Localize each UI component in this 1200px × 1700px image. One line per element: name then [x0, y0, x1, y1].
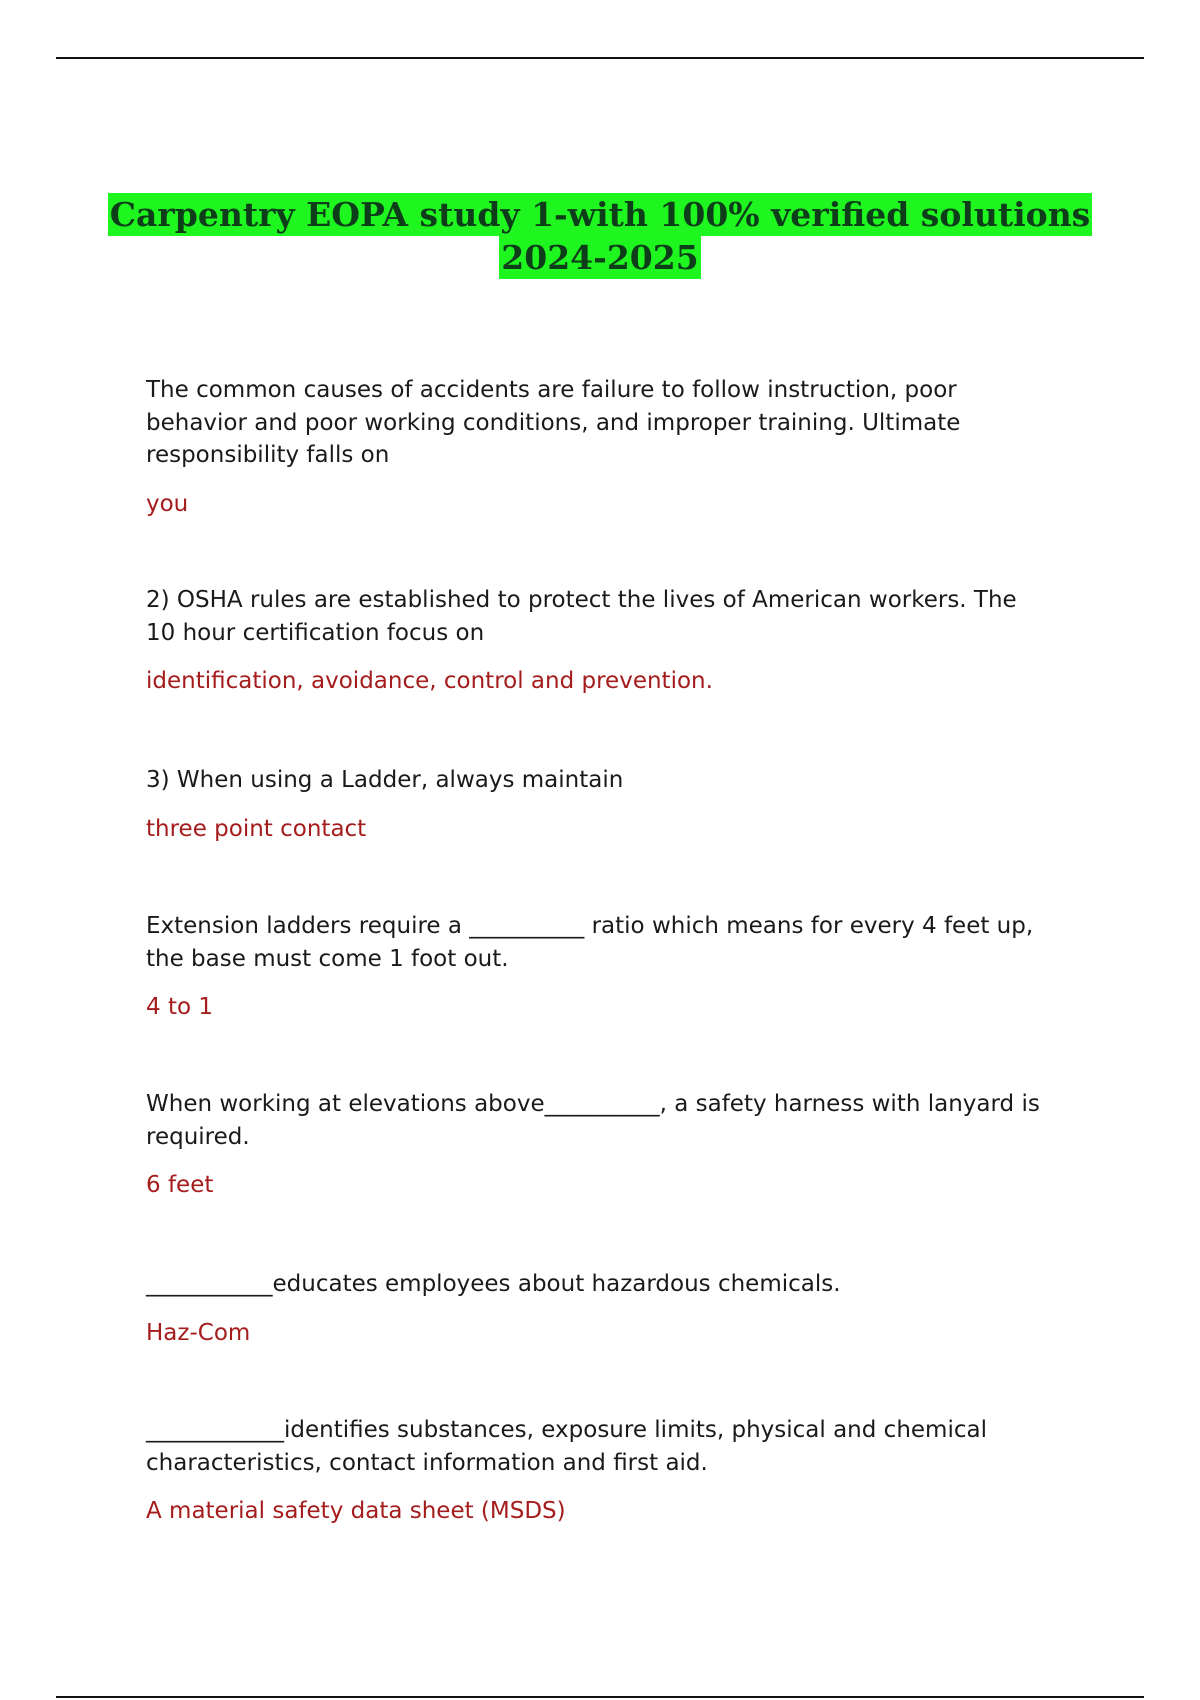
- qa-item: [146, 374, 1046, 520]
- answer-text: 4 to 1: [146, 994, 213, 1020]
- qa-item: [146, 764, 1046, 845]
- question-text: 2) OSHA rules are established to protect the lives of American workers. The 10 hour certification focus on: [146, 587, 1017, 646]
- title-line-1: Carpentry EOPA study 1-with 100% verified solutions: [109, 195, 1091, 234]
- question-text: The common causes of accidents are failure to follow instruction, poor behavior and poor working conditions, and improper training. Ultimate responsibility falls on: [146, 377, 961, 468]
- qa-item: [146, 584, 1046, 697]
- question-text: 3) When using a Ladder, always maintain: [146, 767, 624, 793]
- bottom-rule: [56, 1696, 1144, 1698]
- qa-item: [146, 1088, 1046, 1201]
- answer-text: you: [146, 490, 189, 517]
- title-line-2: 2024-2025: [501, 238, 699, 277]
- top-rule: [56, 57, 1144, 59]
- answer-text: identification, avoidance, control and prevention.: [146, 668, 713, 694]
- answer-text: three point contact: [146, 815, 367, 842]
- answer-text: A material safety data sheet (MSDS): [146, 1498, 566, 1524]
- question-text: Extension ladders require a __________ ratio which means for every 4 feet up, the base must come 1 foot out.: [146, 913, 1034, 972]
- question-text: ___________educates employees about hazardous chemicals.: [146, 1271, 841, 1297]
- qa-item: [146, 1268, 1046, 1349]
- question-text: ____________identifies substances, exposure limits, physical and chemical characteristics, contact information and first aid.: [146, 1417, 987, 1476]
- answer-text: Haz-Com: [146, 1319, 251, 1346]
- answer-text: 6 feet: [146, 1172, 214, 1198]
- question-text: When working at elevations above__________, a safety harness with lanyard is required.: [146, 1091, 1040, 1150]
- document-title: [0, 193, 1200, 279]
- qa-item: [146, 910, 1046, 1023]
- qa-item: [146, 1414, 1046, 1527]
